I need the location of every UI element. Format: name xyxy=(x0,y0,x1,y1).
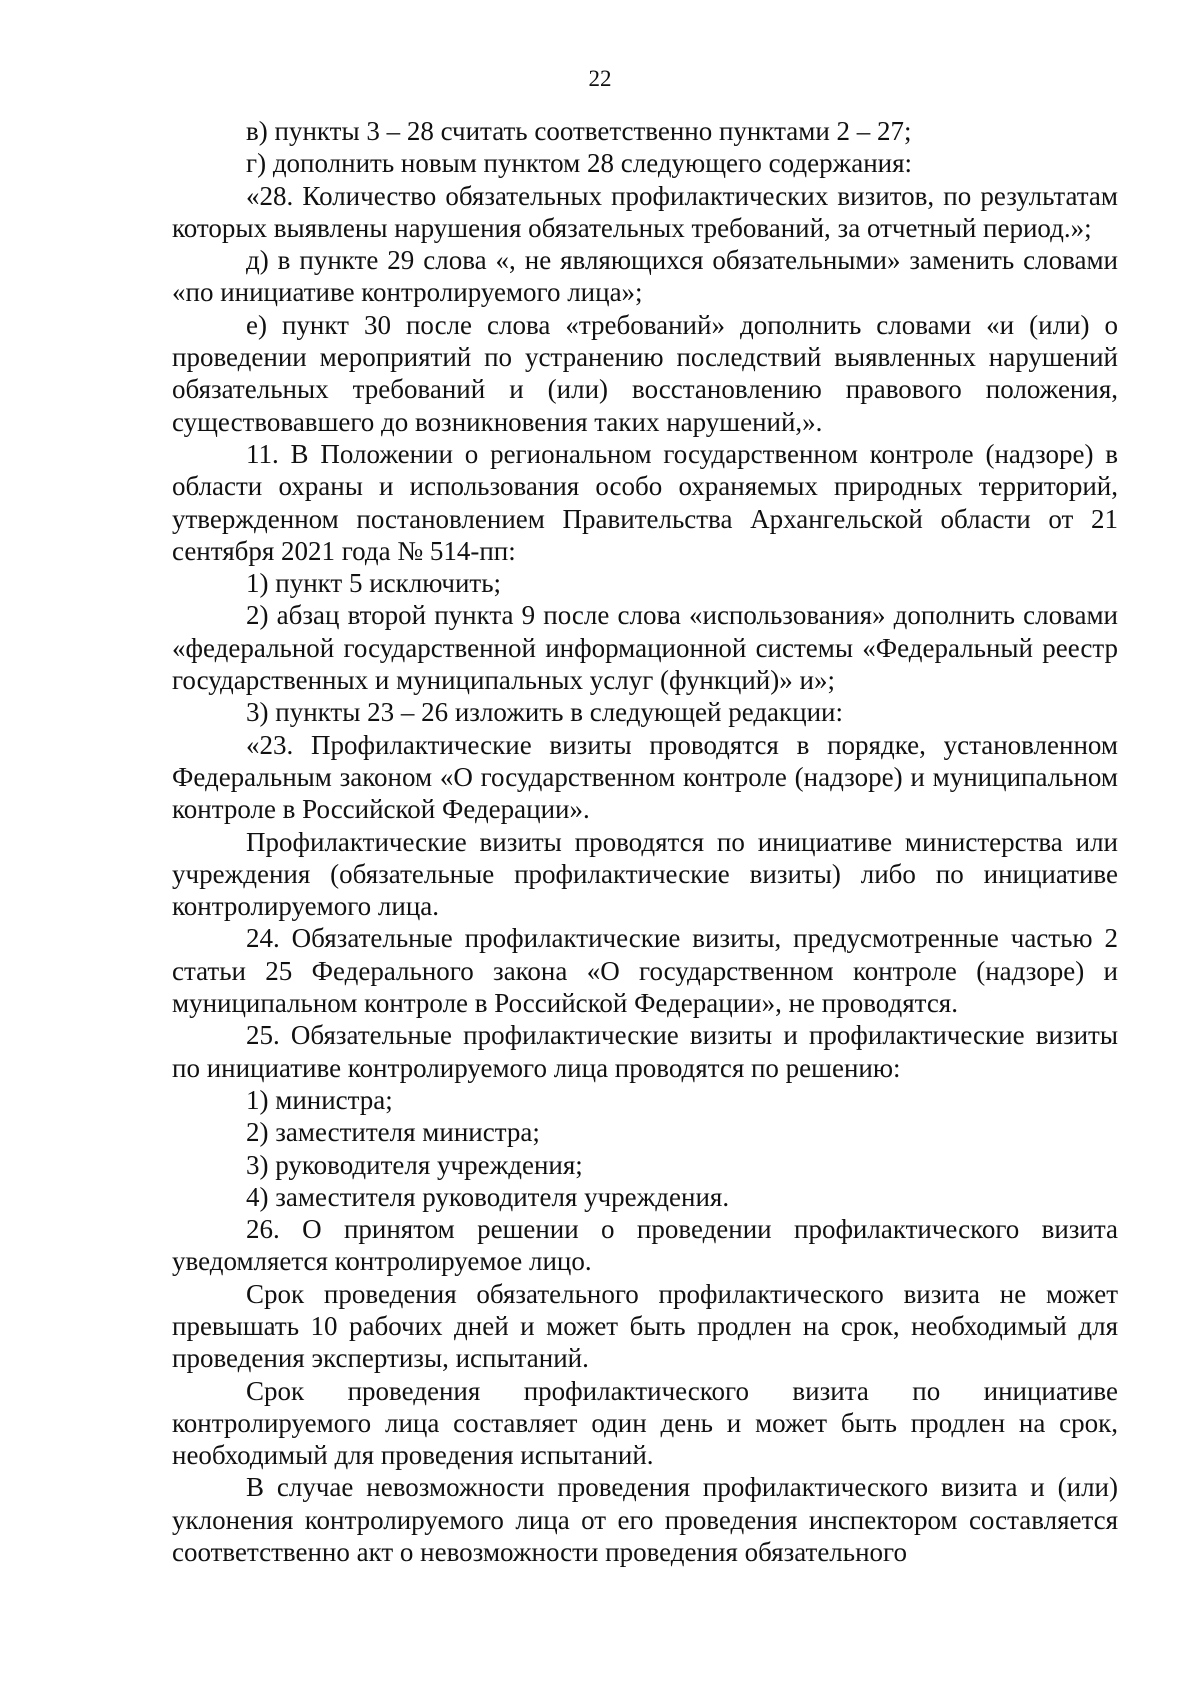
list-item-deputy-minister: 2) заместителя министра; xyxy=(246,1117,540,1148)
paragraph-section-11: 11. В Положении о региональном государственном контроле (надзоре) в области охраны и использования особо охраняемых природных территорий, утвержденном постановлением Правительства Архангельской области от 21 сентября 2021 года № 514-пп: xyxy=(172,438,1118,566)
paragraph-point-26-part-3: Срок проведения профилактического визита по инициативе контролируемого лица составляет один день и может быть продлен на срок, необходимый для проведения испытаний. xyxy=(172,1375,1118,1471)
paragraph-point-26-part-4: В случае невозможности проведения профилактического визита и (или) уклонения контролируемого лица от его проведения инспектором составляется соответственно акт о невозможности проведения обязательного xyxy=(172,1472,1118,1568)
paragraph-item-d: д) в пункте 29 слова «, не являющихся обязательными» заменить словами «по инициативе контролируемого лица»; xyxy=(172,245,1118,308)
document-body xyxy=(172,115,1118,1568)
paragraph-point-26-part-2: Срок проведения обязательного профилактического визита не может превышать 10 рабочих дней и может быть продлен на срок, необходимый для проведения экспертизы, испытаний. xyxy=(172,1278,1118,1374)
paragraph-sub-3: 3) пункты 23 – 26 изложить в следующей редакции: xyxy=(246,697,844,728)
paragraph-sub-2: 2) абзац второй пункта 9 после слова «использования» дополнить словами «федеральной государственной информационной системы «Федеральный реестр государственных и муниципальных услуг (функций)» и»; xyxy=(172,600,1118,696)
paragraph-point-23: «23. Профилактические визиты проводятся в порядке, установленном Федеральным законом «О государственном контроле (надзоре) и муниципальном контроле в Российской Федерации». xyxy=(172,729,1118,825)
paragraph-point-28-text: «28. Количество обязательных профилактических визитов, по результатам которых выявлены нарушения обязательных требований, за отчетный период.»; xyxy=(172,180,1118,243)
paragraph-item-v: в) пункты 3 – 28 считать соответственно пунктами 2 – 27; xyxy=(246,116,912,146)
paragraph-point-25: 25. Обязательные профилактические визиты и профилактические визиты по инициативе контролируемого лица проводятся по решению: xyxy=(172,1020,1118,1083)
paragraph-item-e: е) пункт 30 после слова «требований» дополнить словами «и (или) о проведении мероприятий по устранению последствий выявленных нарушений обязательных требований и (или) восстановлению правового положения, существовавшего до возникновения таких нарушений,». xyxy=(172,309,1118,437)
page-number: 22 xyxy=(588,66,612,91)
paragraph-point-26: 26. О принятом решении о проведении профилактического визита уведомляется контролируемое лицо. xyxy=(172,1214,1118,1277)
paragraph-point-23-part-2: Профилактические визиты проводятся по инициативе министерства или учреждения (обязательные профилактические визиты) либо по инициативе контролируемого лица. xyxy=(172,826,1118,922)
list-item-minister: 1) министра; xyxy=(246,1084,393,1115)
list-item-deputy-institution-head: 4) заместителя руководителя учреждения. xyxy=(246,1181,730,1212)
paragraph-sub-1: 1) пункт 5 исключить; xyxy=(246,568,502,599)
list-item-institution-head: 3) руководителя учреждения; xyxy=(246,1149,583,1180)
paragraph-item-g: г) дополнить новым пунктом 28 следующего содержания: xyxy=(246,148,913,179)
paragraph-point-24: 24. Обязательные профилактические визиты, предусмотренные частью 2 статьи 25 Федерального закона «О государственном контроле (надзоре) и муниципальном контроле в Российской Федерации», не проводятся. xyxy=(172,923,1118,1019)
